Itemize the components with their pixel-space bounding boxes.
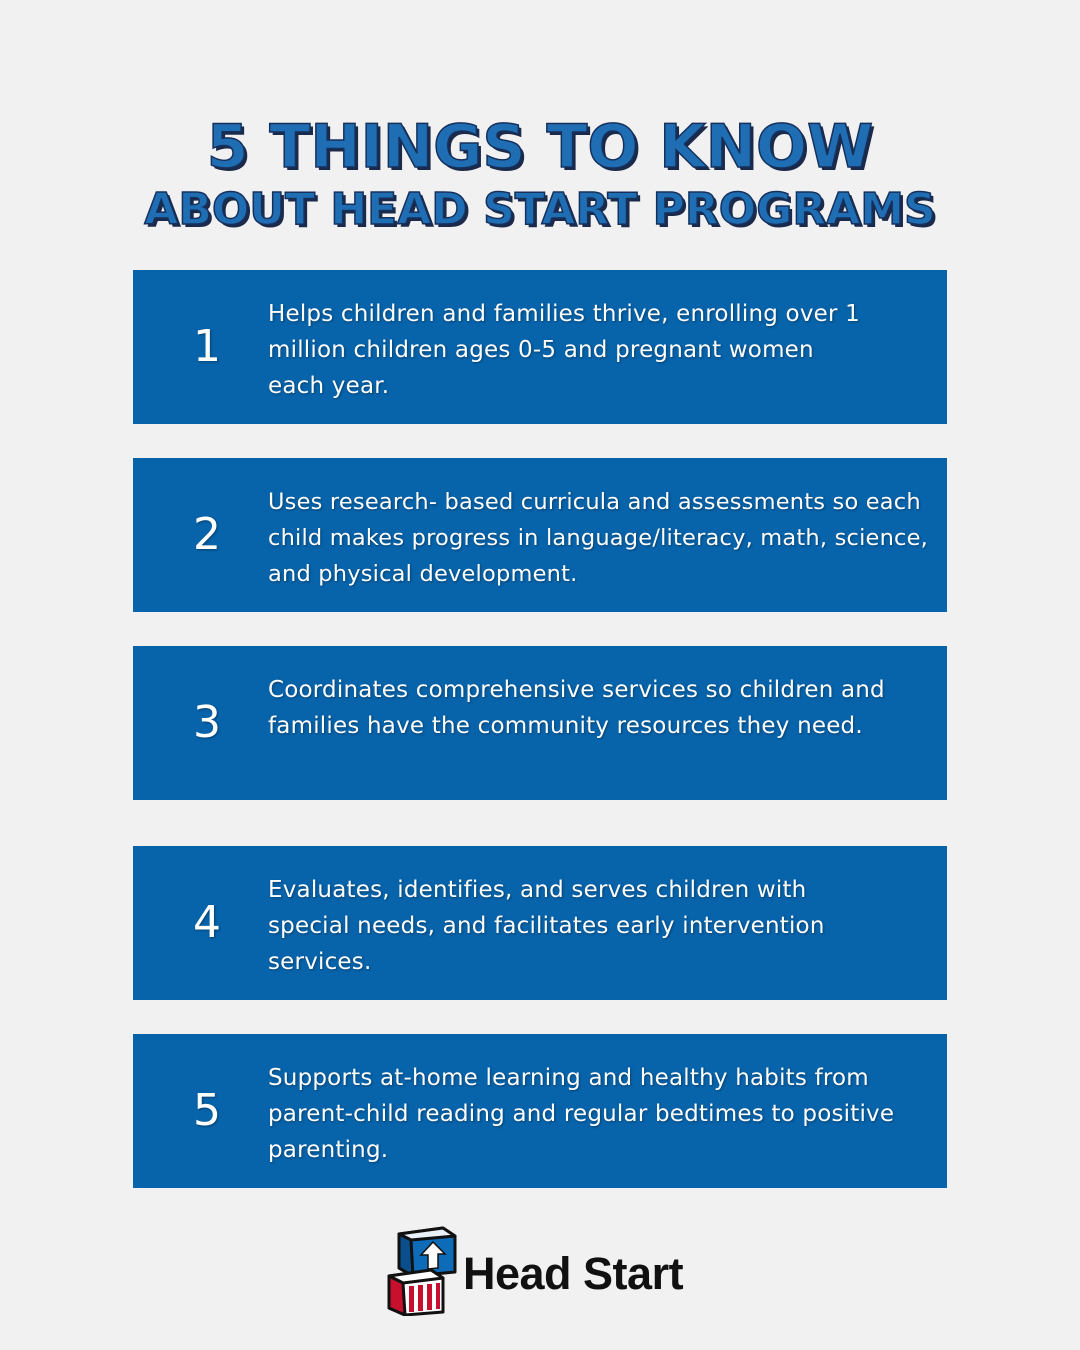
list-item [133, 270, 947, 424]
item-number: 1 [193, 321, 221, 372]
item-number: 4 [193, 897, 221, 948]
blocks-logo-icon [385, 1224, 461, 1316]
logo-text: Head Start [463, 1248, 684, 1299]
page-subtitle: ABOUT HEAD START PROGRAMS [144, 184, 936, 235]
head-start-logo [385, 1224, 705, 1316]
item-text: Coordinates comprehensive services so children and families have the community resources they need. [268, 677, 885, 739]
list-item [133, 846, 947, 1000]
page-title: 5 THINGS TO KNOW [206, 112, 874, 182]
item-text: Evaluates, identifies, and serves children with special needs, and facilitates early intervention services. [268, 877, 825, 975]
item-text: Uses research- based curricula and assessments so each child makes progress in language/literacy, math, science, and physical development. [268, 489, 928, 587]
item-text: Helps children and families thrive, enrolling over 1 million children ages 0-5 and pregnant women each year. [268, 301, 860, 399]
list-item [133, 458, 947, 612]
item-number: 3 [193, 697, 221, 748]
item-number: 5 [193, 1085, 221, 1136]
list-item [133, 1034, 947, 1188]
item-number: 2 [193, 509, 221, 560]
list-item [133, 646, 947, 800]
item-text: Supports at-home learning and healthy habits from parent-child reading and regular bedtimes to positive parenting. [268, 1065, 895, 1163]
